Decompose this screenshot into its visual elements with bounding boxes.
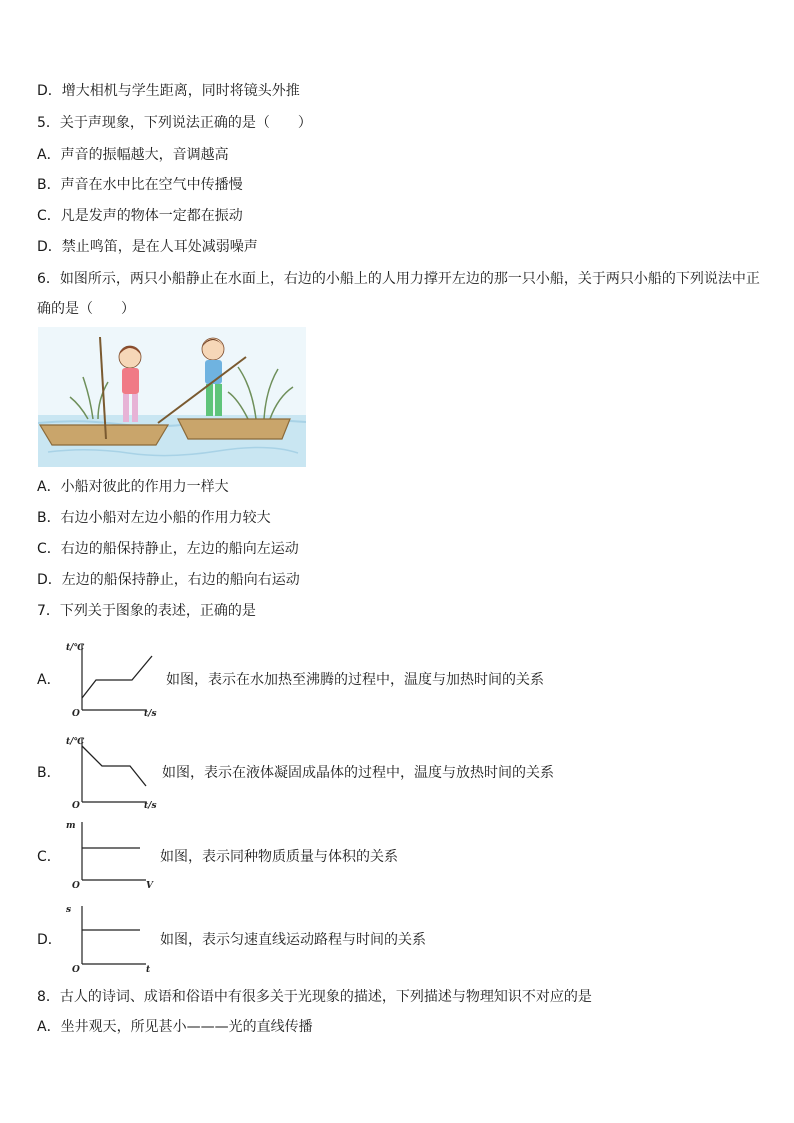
graph-b-curve: [82, 746, 146, 786]
q5-stem: 5．关于声现象，下列说法正确的是（ ）: [37, 115, 312, 131]
graph-a-origin: O: [72, 709, 80, 719]
graph-b-y-label: t/℃: [66, 737, 85, 747]
graph-d-distance-time: [60, 898, 170, 978]
graph-d-x-label: t: [146, 965, 151, 975]
q7-option-a-text: 如图，表示在水加热至沸腾的过程中，温度与加热时间的关系: [166, 672, 544, 688]
q8-stem: 8．古人的诗词、成语和俗语中有很多关于光现象的描述，下列描述与物理知识不对应的是: [37, 989, 592, 1005]
q6-option-d: D．左边的船保持静止，右边的船向右运动: [37, 572, 300, 588]
graph-a-x-label: t/s: [144, 709, 157, 719]
right-boat: [178, 419, 290, 439]
q7-option-b-letter: B．: [37, 765, 61, 781]
q7-stem: 7．下列关于图象的表述，正确的是: [37, 603, 256, 619]
graph-d-origin: O: [72, 965, 80, 975]
q6-stem-line2: 确的是（ ）: [37, 301, 135, 317]
graph-c-y-label: m: [66, 821, 76, 831]
q7-option-d-text: 如图，表示匀速直线运动路程与时间的关系: [160, 932, 426, 948]
graph-b-solidification: [60, 730, 170, 812]
q5-option-a: A．声音的振幅越大，音调越高: [37, 147, 229, 163]
graph-b-x-label: t/s: [144, 801, 157, 811]
graph-a-boiling: [60, 636, 170, 718]
q7-option-c-letter: C．: [37, 849, 61, 865]
two-boats-illustration: [38, 327, 306, 467]
q5-option-b: B．声音在水中比在空气中传播慢: [37, 177, 243, 193]
q7-option-d-letter: D．: [37, 932, 62, 948]
graph-d-y-label: s: [66, 905, 72, 915]
q5-option-d: D．禁止鸣笛，是在人耳处减弱噪声: [37, 239, 258, 255]
q5-option-c: C．凡是发声的物体一定都在振动: [37, 208, 243, 224]
q7-option-b-text: 如图，表示在液体凝固成晶体的过程中，温度与放热时间的关系: [162, 765, 554, 781]
q6-option-c: C．右边的船保持静止，左边的船向左运动: [37, 541, 299, 557]
graph-a-curve: [82, 656, 152, 698]
q6-stem-line1: 6．如图所示，两只小船静止在水面上，右边的小船上的人用力撑开左边的那一只小船，关于两只小船的下列说法中正: [37, 271, 760, 287]
graph-c-mass-volume: [60, 814, 170, 894]
graph-b-origin: O: [72, 801, 80, 811]
graph-c-origin: O: [72, 881, 80, 891]
q4-option-d: D．增大相机与学生距离，同时将镜头外推: [37, 83, 300, 99]
q6-option-a: A．小船对彼此的作用力一样大: [37, 479, 229, 495]
graph-a-y-label: t/℃: [66, 643, 85, 653]
q6-option-b: B．右边小船对左边小船的作用力较大: [37, 510, 271, 526]
left-boat: [40, 425, 168, 445]
q8-option-a: A．坐井观天，所见甚小———光的直线传播: [37, 1019, 313, 1035]
graph-c-x-label: V: [146, 881, 153, 891]
q7-option-a-letter: A．: [37, 672, 61, 688]
q7-option-c-text: 如图，表示同种物质质量与体积的关系: [160, 849, 398, 865]
